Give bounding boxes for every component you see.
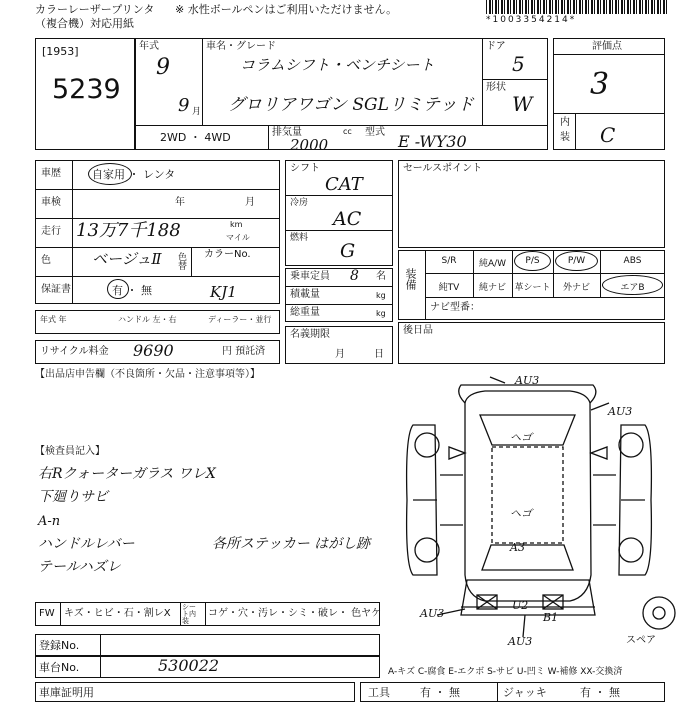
jack-options: 有 ・ 無 (580, 686, 620, 699)
history-circle (88, 163, 132, 185)
equipment-option-row1-4: ABS (623, 256, 642, 266)
history-label: 車歴 (41, 168, 61, 179)
diagram-mark-front-right: AU3 (608, 405, 633, 418)
score-value: 3 (590, 67, 610, 102)
key-code: KJ1 (210, 283, 237, 301)
chassis-no-label: 車台No. (39, 661, 80, 674)
inspector-note-2: 下廻りサビ (38, 489, 108, 505)
recycle-unit: 円 預託済 (222, 346, 266, 357)
new-car-reg-label: 年式 年 (40, 315, 67, 324)
fw-label: FW (39, 608, 55, 619)
diagram-mark-rear-bumper-u2: U2 (512, 599, 529, 612)
tools-label: 工具 (368, 686, 390, 699)
color-no-label: カラーNo. (204, 249, 251, 260)
interior-label-2: 装 (560, 132, 570, 143)
model-type-label: 型式 (365, 127, 385, 138)
pen-notice: ※ 水性ボールペンはご利用いただけません。 (175, 3, 398, 16)
serial-number: *1003354214* (486, 15, 577, 25)
fuel-label: 燃料 (290, 233, 309, 243)
registration-label: 名義期限 (290, 329, 330, 340)
seat-interior-label: シート内装 (182, 603, 196, 625)
registration-day: 日 (374, 349, 384, 360)
capacity-label: 乗車定員 (290, 271, 330, 282)
inspection-month-unit: 月 (245, 197, 255, 208)
seat-interior-items: コゲ・穴・汚レ・シミ・破レ・ 色ヤケ (208, 608, 382, 619)
equipment-option-row1-1: 純A/W (478, 259, 507, 269)
rear-seat-box (398, 322, 665, 364)
history-options: 自家用 ・ レンタ (92, 168, 176, 181)
color-change-label: 色替 (176, 252, 186, 270)
diagram-mark-rear-left: AU3 (420, 607, 445, 620)
inspector-header: 【検査員記入】 (35, 446, 105, 457)
new-car-reg-handle: ハンドル 左・右 (118, 315, 177, 324)
chassis-no-value: 530022 (158, 656, 220, 675)
interior-value: C (600, 123, 616, 147)
lot-year-box: [1953] (42, 45, 79, 58)
equipment-option-row1-0: S/R (441, 256, 457, 266)
total-weight-label: 総重量 (290, 307, 320, 318)
score-label: 評価点 (592, 41, 622, 52)
diagram-mark-front: AU3 (515, 374, 540, 387)
garage-cert-label: 車庫証明用 (39, 686, 94, 699)
sales-point-label: セールスポイント (403, 163, 483, 174)
door-label: ドア (486, 41, 506, 52)
registration-month: 月 (335, 349, 345, 360)
total-weight-unit: kg (376, 309, 386, 318)
printer-note-2: （複合機）対応用紙 (35, 17, 134, 30)
recycle-label: リサイクル料金 (40, 346, 109, 357)
shift-label: シフト (290, 163, 320, 174)
diagram-mark-rear-bottom: AU3 (508, 635, 533, 648)
tools-options: 有 ・ 無 (420, 686, 460, 699)
diagram-mark-rear-bumper-b1: B1 (543, 611, 559, 624)
mileage-unit-mile: マイル (226, 233, 250, 242)
car-name-line1: コラムシフト・ベンチシート (240, 56, 435, 74)
load-unit: kg (376, 291, 386, 300)
printer-note: カラーレーザープリンタ (35, 3, 155, 16)
diagram-mark-roof: ヘゴ (510, 507, 532, 520)
load-label: 積載量 (290, 289, 320, 300)
lot-number: 5239 (52, 74, 121, 105)
warranty-options: 有 ・ 無 (112, 284, 152, 297)
model-year-label: 年式 (139, 41, 159, 52)
inspector-note-3: A-n (38, 514, 61, 529)
equipment-circle-row1-3 (555, 251, 598, 271)
jack-label: ジャッキ (503, 686, 547, 699)
mileage-unit-km: km (230, 220, 243, 229)
aircon-value: AC (333, 208, 362, 230)
spare-label: スペア (626, 635, 656, 646)
equipment-option-row2-0: 純TV (438, 283, 460, 293)
equipment-option-row1-3: P/W (567, 256, 586, 266)
interior-label: 内 (560, 117, 570, 128)
displacement-unit: cc (343, 127, 352, 136)
color-value: ベージュⅡ (92, 250, 162, 268)
car-name-line2: グロリアワゴン SGLリミテッド (228, 95, 474, 115)
capacity-value: 8 (350, 268, 359, 284)
inspection-year-unit: 年 (175, 197, 185, 208)
notes-header: 【出品店申告欄（不良箇所・欠品・注意事項等）】 (35, 369, 260, 380)
model-year-value: 9 (156, 55, 170, 80)
aircon-label: 冷房 (290, 198, 309, 208)
equipment-option-row2-4: エアB (620, 283, 645, 293)
equipment-circle-row1-2 (514, 251, 551, 271)
registration-no-box (35, 634, 380, 656)
mileage-label: 走行 (41, 226, 61, 237)
equipment-circle-row2-4 (602, 275, 663, 295)
warranty-circle (107, 279, 129, 299)
inspector-note-1: 右Rクォーターガラス ワレX (38, 466, 216, 482)
displacement-label: 排気量 (272, 127, 302, 138)
inspector-note-4: ハンドルレバー (38, 536, 135, 552)
equipment-option-row2-3: 外ナビ (562, 283, 590, 293)
equipment-option-row1-2: P/S (525, 256, 540, 266)
diagram-mark-hood: ヘゴ (510, 431, 532, 444)
body-shape-value: W (512, 92, 533, 116)
fuel-value: G (340, 240, 356, 262)
new-car-reg-dealer: ディーラー・並行 (208, 315, 272, 324)
car-name-label: 車名・グレード (206, 41, 276, 52)
mileage-value: 13万7千188 (76, 220, 181, 241)
warranty-label: 保証書 (41, 284, 71, 295)
capacity-unit: 名 (376, 271, 386, 282)
inspector-note-5: テールハズレ (38, 559, 121, 575)
equipment-label: 装備 (404, 268, 417, 290)
equipment-option-row2-1: 純ナビ (478, 283, 506, 293)
rear-seat-label: 後日品 (403, 325, 433, 336)
barcode-serial (486, 0, 668, 14)
damage-legend: A-キズ C-腐食 E-エクボ S-サビ U-凹ミ W-補修 XX-交換済 (388, 667, 623, 677)
model-month-unit: 月 (192, 107, 202, 117)
model-month-value: 9 (178, 95, 190, 116)
fw-items: キズ・ヒビ・石・割レX (64, 608, 171, 619)
inspector-side-note: 各所ステッカー はがし跡 (212, 536, 371, 552)
inspection-label: 車検 (41, 197, 61, 208)
diagram-mark-rear-glass: A3 (510, 541, 525, 554)
displacement-value: 2000 (290, 136, 329, 154)
registration-no-label: 登録No. (39, 639, 80, 652)
drive-label: 2WD ・ 4WD (160, 131, 231, 144)
navi-model-label: ナビ型番： (430, 302, 480, 313)
body-shape-label: 形状 (486, 82, 506, 93)
model-type-value: E -WY30 (398, 132, 467, 151)
color-label: 色 (41, 255, 51, 266)
recycle-value: 9690 (133, 341, 174, 360)
door-value: 5 (512, 52, 525, 76)
shift-value: CAT (325, 174, 363, 195)
equipment-option-row2-2: 革シート (514, 283, 551, 293)
